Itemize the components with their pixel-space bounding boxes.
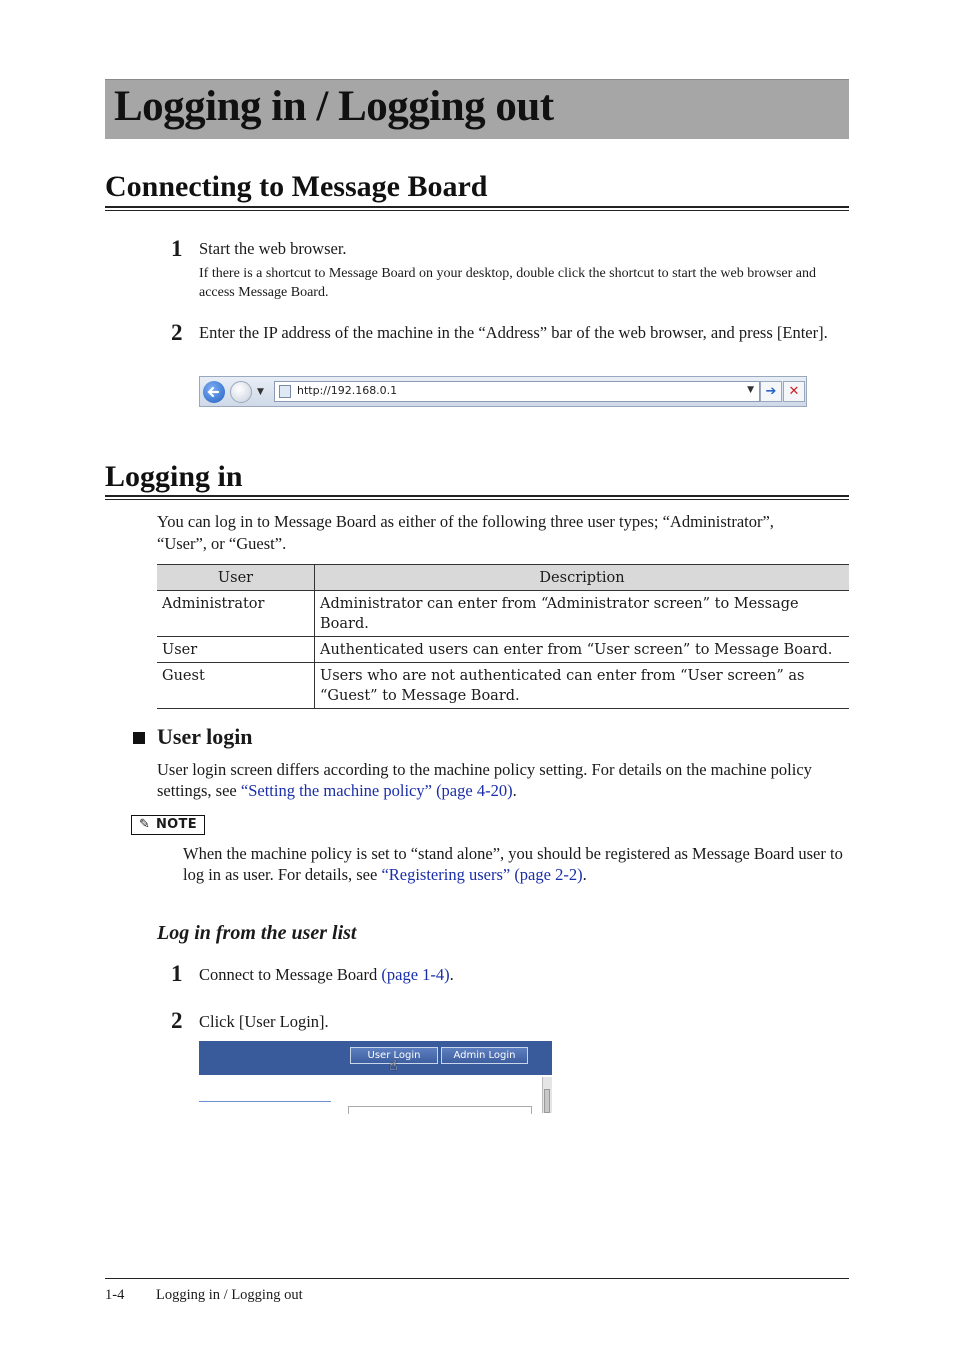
table-cell: Authenticated users can enter from “User screen” to Message Board. xyxy=(315,637,850,663)
stop-x-icon[interactable]: ✕ xyxy=(783,381,805,402)
note-label: NOTE xyxy=(156,817,197,832)
table-header-row xyxy=(157,565,849,591)
login-page-fragment xyxy=(199,1075,552,1113)
table-cell: Guest xyxy=(157,663,315,709)
table-cell: Administrator xyxy=(157,591,315,637)
page-link[interactable]: (page 1-4) xyxy=(381,965,450,984)
footer-rule xyxy=(105,1278,849,1279)
table-row xyxy=(157,591,849,637)
table-cell: Administrator can enter from “Administrator screen” to Message Board. xyxy=(315,591,850,637)
scrollbar[interactable] xyxy=(542,1077,552,1113)
procedure-heading: Log in from the user list xyxy=(157,922,357,944)
note-label-box xyxy=(131,815,205,835)
text-span: User login screen differs according to the machine policy setting. For details on the machine policy settings, see xyxy=(157,760,812,800)
hand-cursor-icon: ☝ xyxy=(389,1058,398,1074)
subsection-heading: User login xyxy=(157,724,253,749)
text-span: . xyxy=(582,865,587,884)
history-dropdown-icon[interactable]: ▼ xyxy=(257,387,264,397)
step-text: Enter the IP address of the machine in the “Address” bar of the web browser, and press [Enter]. xyxy=(199,323,828,342)
user-types-table xyxy=(157,564,849,709)
address-dropdown-icon[interactable]: ▼ xyxy=(747,385,754,395)
section-heading-connect: Connecting to Message Board xyxy=(105,170,488,203)
login-intro: You can log in to Message Board as either of the following three user types; “Administrator”, “User”, or “Guest”. xyxy=(157,512,774,553)
page-icon xyxy=(279,385,291,398)
step-subtext: If there is a shortcut to Message Board on your desktop, double click the shortcut to start the web browser and access Message Board. xyxy=(199,266,817,300)
step-number: 1 xyxy=(171,961,183,986)
back-arrow-icon[interactable] xyxy=(203,381,225,403)
user-login-text xyxy=(157,759,817,801)
footer-chapter: Logging in / Logging out xyxy=(156,1287,303,1303)
list-frame xyxy=(348,1106,532,1114)
page-title-band xyxy=(105,79,849,139)
step-number: 2 xyxy=(171,1008,183,1033)
registering-users-link[interactable]: “Registering users” (page 2-2) xyxy=(381,865,583,884)
address-input[interactable] xyxy=(274,381,760,402)
step-number: 2 xyxy=(171,320,183,345)
admin-login-button[interactable]: Admin Login xyxy=(441,1047,528,1064)
go-arrow-icon[interactable]: ➔ xyxy=(760,381,782,402)
heading-rule xyxy=(105,495,849,500)
divider xyxy=(199,1101,331,1102)
user-login-button[interactable]: User Login xyxy=(350,1047,438,1064)
machine-policy-link[interactable]: “Setting the machine policy” (page 4-20) xyxy=(240,781,513,800)
scrollbar-thumb[interactable] xyxy=(544,1089,550,1113)
table-header: User xyxy=(157,565,315,591)
note-text xyxy=(183,843,843,885)
step-number: 1 xyxy=(171,236,183,261)
step-text: Click [User Login]. xyxy=(199,1012,329,1031)
footer-page-number: 1-4 xyxy=(105,1287,125,1303)
table-cell: User xyxy=(157,637,315,663)
text-span: Connect to Message Board xyxy=(199,965,382,984)
text-span: . xyxy=(449,965,454,984)
table-cell: Users who are not authenticated can enter from “User screen” as “Guest” to Message Board. xyxy=(315,663,850,709)
browser-address-bar xyxy=(199,376,807,407)
page-title: Logging in / Logging out xyxy=(114,83,554,130)
section-heading-login: Logging in xyxy=(105,460,243,493)
forward-arrow-icon[interactable] xyxy=(230,381,252,403)
table-row xyxy=(157,637,849,663)
url-text: http://192.168.0.1 xyxy=(297,384,398,397)
step-text xyxy=(199,963,839,987)
square-bullet-icon xyxy=(133,732,145,744)
pencil-icon: ✎ xyxy=(139,817,150,832)
login-toolbar-screenshot xyxy=(199,1041,552,1075)
text-span: . xyxy=(512,781,517,800)
table-row xyxy=(157,663,849,709)
step-text: Start the web browser. xyxy=(199,239,347,258)
heading-rule xyxy=(105,206,849,211)
text-span: When the machine policy is set to “stand alone”, you should be registered as Message Board user to log in as user. For details, see xyxy=(183,844,843,884)
table-header: Description xyxy=(315,565,850,591)
